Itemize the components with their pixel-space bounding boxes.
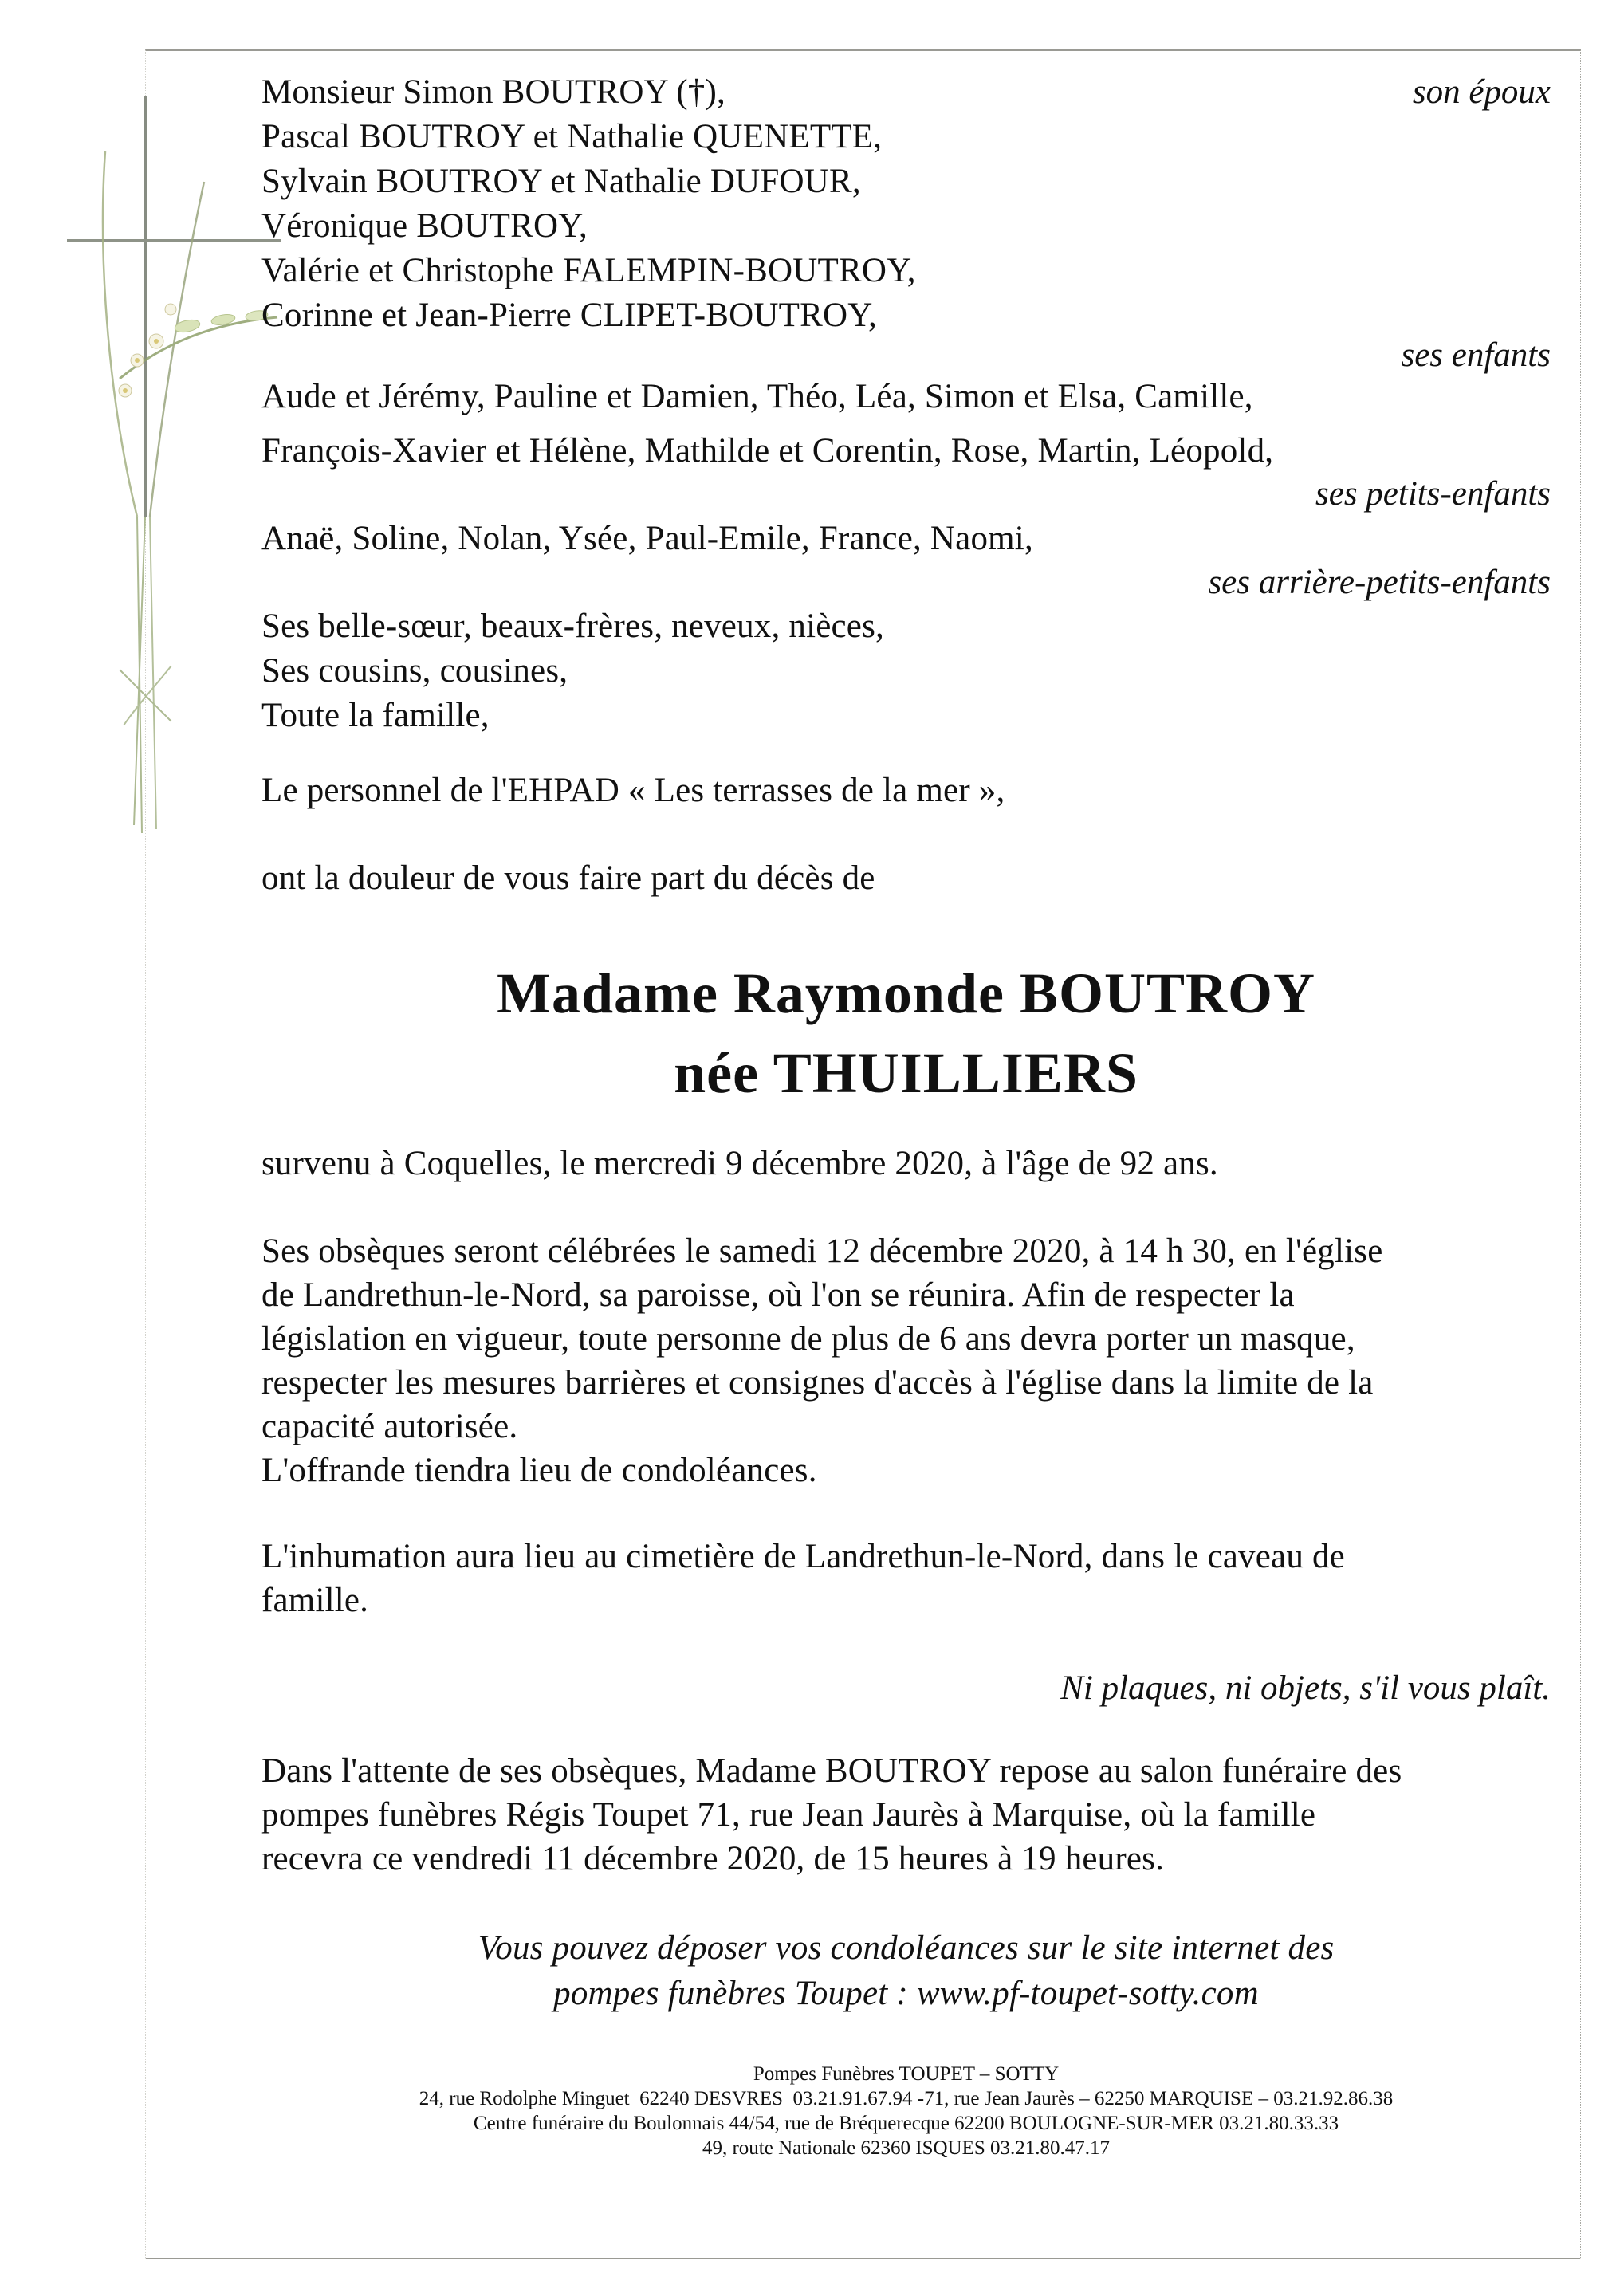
grandchildren-line: Aude et Jérémy, Pauline et Damien, Théo, Léa, Simon et Elsa, Camille,	[261, 378, 1253, 415]
grandchildren-label: ses petits-enfants	[1315, 475, 1551, 513]
great-grandchildren-label: ses arrière-petits-enfants	[1208, 564, 1551, 601]
family-line: Sylvain BOUTROY et Nathalie DUFOUR,	[261, 163, 861, 200]
intro-block	[261, 856, 1551, 901]
spouse-label: son époux	[1412, 73, 1551, 111]
family-names-block	[261, 70, 1551, 338]
ceremony-line: législation en vigueur, toute personne de plus de 6 ans devra porter un masque,	[261, 1320, 1355, 1358]
great-grandchildren-block	[261, 517, 1551, 561]
family-line: Valérie et Christophe FALEMPIN-BOUTROY,	[261, 252, 916, 289]
funeral-home-name: Pompes Funèbres TOUPET – SOTTY	[753, 2063, 1060, 2085]
relatives-block	[261, 604, 1551, 738]
family-line: Monsieur Simon BOUTROY (†),	[261, 73, 725, 111]
plant-stems	[103, 151, 277, 833]
ceremony-line: respecter les mesures barrières et consignes d'accès à l'église dans la limite de la	[261, 1364, 1374, 1402]
deceased-name: Madame Raymonde BOUTROY	[497, 961, 1315, 1025]
burial-line: famille.	[261, 1582, 369, 1619]
ceremony-line: capacité autorisée.	[261, 1408, 518, 1445]
staff-block	[261, 769, 1551, 813]
ceremony-line: Ses obsèques seront célébrées le samedi 12 décembre 2020, à 14 h 30, en l'église	[261, 1233, 1383, 1270]
family-line: Corinne et Jean-Pierre CLIPET-BOUTROY,	[261, 297, 877, 334]
condolences-line: Vous pouvez déposer vos condoléances sur le site internet des	[478, 1929, 1335, 1967]
visitation-line: Dans l'attente de ses obsèques, Madame BOUTROY repose au salon funéraire des	[261, 1752, 1402, 1790]
funeral-home-address: Centre funéraire du Boulonnais 44/54, rue de Bréquerecque 62200 BOULOGNE-SUR-MER 03.21.80.33.33	[473, 2113, 1339, 2134]
burial-block	[261, 1535, 1551, 1622]
grandchildren-block	[261, 370, 1551, 478]
staff-line: Le personnel de l'EHPAD « Les terrasses de la mer »,	[261, 772, 1005, 809]
visitation-line: recevra ce vendredi 11 décembre 2020, de 15 heures à 19 heures.	[261, 1840, 1165, 1877]
death-details-block	[261, 1142, 1551, 1186]
great-grandchildren-line: Anaë, Soline, Nolan, Ysée, Paul-Emile, France, Naomi,	[261, 520, 1033, 557]
grandchildren-line: François-Xavier et Hélène, Mathilde et Corentin, Rose, Martin, Léopold,	[261, 432, 1274, 470]
condolences-website-line: pompes funèbres Toupet : www.pf-toupet-sotty.com	[553, 1975, 1259, 2012]
relatives-line: Ses cousins, cousines,	[261, 652, 568, 690]
no-flowers-note: Ni plaques, ni objets, s'il vous plaît.	[1060, 1669, 1551, 1707]
ceremony-line: L'offrande tiendra lieu de condoléances.	[261, 1452, 817, 1489]
relatives-line: Ses belle-sœur, beaux-frères, neveux, nièces,	[261, 607, 884, 645]
burial-line: L'inhumation aura lieu au cimetière de Landrethun-le-Nord, dans le caveau de	[261, 1538, 1345, 1575]
family-line: Véronique BOUTROY,	[261, 207, 588, 245]
funeral-home-address: 24, rue Rodolphe Minguet 62240 DESVRES 03.21.91.67.94 -71, rue Jean Jaurès – 62250 MARQUISE – 03.21.92.86.38	[419, 2088, 1394, 2109]
visitation-line: pompes funèbres Régis Toupet 71, rue Jean Jaurès à Marquise, où la famille	[261, 1796, 1316, 1834]
relatives-line: Toute la famille,	[261, 697, 490, 734]
deceased-name-block	[261, 953, 1551, 1113]
funeral-home-footer	[261, 2062, 1551, 2160]
ceremony-line: de Landrethun-le-Nord, sa paroisse, où l'on se réunira. Afin de respecter la	[261, 1276, 1295, 1314]
ceremony-block	[261, 1229, 1551, 1492]
leaves	[174, 309, 269, 334]
announcement-content	[261, 0, 1551, 2296]
deceased-maiden-name: née THUILLIERS	[674, 1041, 1138, 1105]
visitation-block	[261, 1749, 1551, 1881]
funeral-home-address: 49, route Nationale 62360 ISQUES 03.21.80.47.17	[702, 2137, 1111, 2159]
children-label: ses enfants	[1401, 336, 1551, 374]
family-line: Pascal BOUTROY et Nathalie QUENETTE,	[261, 118, 883, 155]
intro-line: ont la douleur de vous faire part du décès de	[261, 859, 875, 897]
death-line: survenu à Coquelles, le mercredi 9 décembre 2020, à l'âge de 92 ans.	[261, 1145, 1218, 1182]
condolences-block	[261, 1925, 1551, 2016]
